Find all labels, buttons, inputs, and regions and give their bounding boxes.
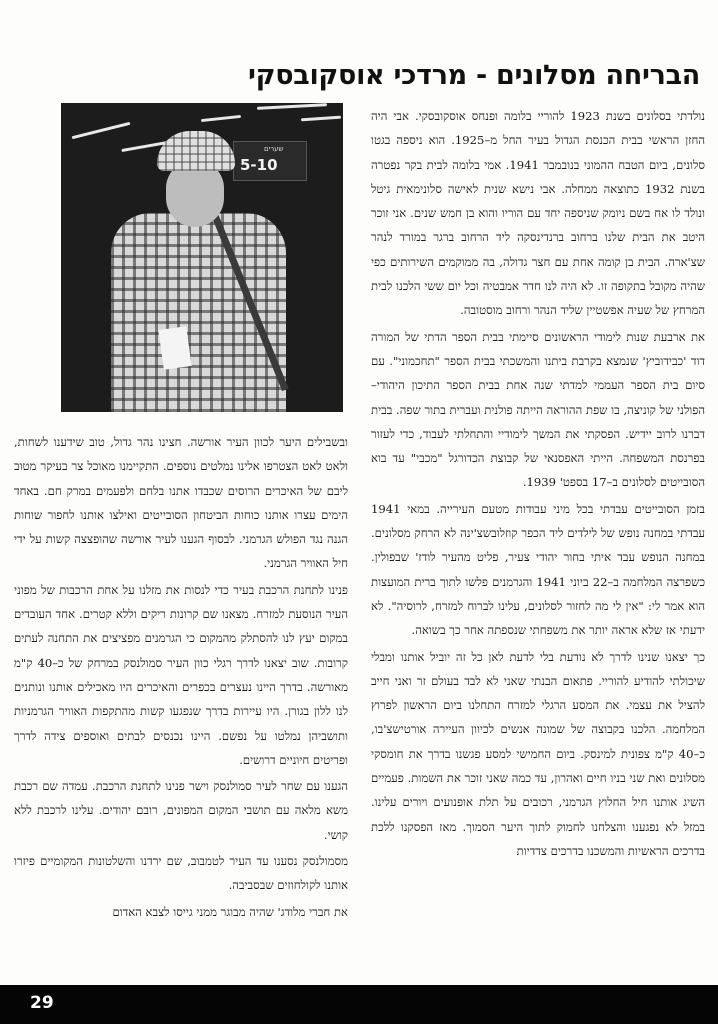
gate-sign — [233, 141, 307, 181]
right-text-column — [371, 104, 705, 964]
paragraph: הגענו עם שחר לעיר סמולנסק וישר פנינו לתחנת הרכבת. עמדה שם רכבת משא מלאה עם תושבי המקום המפונים, רובם יהודים. עלינו לרכבת ללא קושי. — [14, 779, 348, 842]
gate-sign-number: 5-10 — [240, 156, 278, 174]
left-text-column — [14, 430, 348, 966]
paragraph: את חברי מלודג' שהיה מבוגר ממני גייסו לצבא האדום — [112, 904, 348, 919]
ticket-paper — [158, 326, 191, 370]
article-title: הבריחה מסלונים - מרדכי אוסקובסקי — [248, 60, 700, 91]
paragraph: פנינו לתחנת הרכבת בעיר כדי לנסות את מזלנו על אחת הרכבות של מפוני העיר הנוסעת למזרח. מצאנו שם קרונות ריקים וללא קטרים. אחד העובדים במקום יעץ לנו להסתלק מהמקום כי הגרמנים מפציצים את התחנה לעתים קרובות. שוב יצאנו לדרך רגלי כוון העיר סמולנסק במרחק של כ–40 ק"מ מאורשה. בדרך היינו נעצרים בכפרים והאיכרים היו מאכילים אותנו ונותנים לנו ללון בגורן. היו עיירות בדרך שנפגעו קשות מהתקפות האוויר הגרמניות ותושביהן נמלטו על נפשם. היינו נכנסים לבתים ואוספים צידה לדרך ופריטים חיוניים דרושים. — [14, 582, 348, 767]
man-shirt — [111, 213, 286, 412]
page-number: 29 — [30, 993, 54, 1013]
paragraph: מסמולנסק נסענו עד העיר לטמבוב, שם ירדנו והשלטונות המקומיים פיזרו אותנו לקולחוזים שבסביבה. — [14, 854, 348, 893]
paragraph: ובשבילים היער לכוון העיר אורשה. חצינו נהר גדול, טוב שידענו לשחות, ולאט לאט הצטרפו אלינו נמלטים נוספים. התקיימנו מאוכל צר בעיקר מטוב ליבם של האיכרים הרוסים שכבדו אתנו בלחם ולפעמים במרק חם. באחד הימים עצרו אותנו כוחות הביטחון הסובייטים ואילצו אותנו לחפור שוחות הגנה נגד הפולש הגרמני. לבסוף הגענו לעיר אורשה שהופצצה קשות על ידי חיל האוויר הגרמני. — [14, 435, 348, 571]
paragraph: כך יצאנו שנינו לדרך לא נודעת בלי לדעת לאן כל זה יוביל אותנו ומבלי שיכולתי להודיע להוריי. פתאום הבנתי שאני לא לבד בעולם זר ואני חייב להציל את עצמי. את המסע הרגלי למזרח התחלנו ביום הראשון לפרוץ המלחמה. הלכנו בקבוצה של שמונה אנשים לכיוון העיירה אורטישצ'בו, כ–40 ק"מ צפונית למינסק. ביום החמישי למסע פגשנו בדרך את חומסקי מסלונים ואת שני בניו חיים ואהרון, עד כמה שאני זוכר את השמות. פעמיים השיג אותנו חיל החלוץ הגרמני, רכובים על תלת אופנועים ויורים עלינו. במזל לא נפגענו והצלחנו לחמוק לתוך היער הסמוך. מאז הפסקנו ללכת בדרכים הראשיות והמשכנו בדרכים צדדיות — [371, 649, 705, 858]
paragraph: בזמן הסובייטים עבדתי בכל מיני עבודות מטעם העירייה. במאי 1941 עבדתי במחנה נופש של לילדים ליד הכפר קוזלובשצ'ינה לא הרחק מסלונים. במחנה הנופש עבד איתי בחור יהודי צעיר, פליט מהעיר לודז' שבפולין. כשפרצה המלחמה ב–22 ביוני 1941 והגרמנים פלשו לתוך ברית המועצות הוא אמר לי: "אין לי מה לחזור לסלונים, עלינו לברוח למזרח, לרוסיה". לא ידעתי אז שלא אראה יותר את משפחתי שנספתה אחר כך בשואה. — [371, 501, 705, 638]
paragraph: נולדתי בסלונים בשנת 1923 להוריי בלומה ופנחס אוסקובסקי. אבי היה החזן הראשי בבית הכנסת הגדול בעיר החל מ–1925. הוא ניספה בגטו סלונים, ביום הטבח ההמוני בנובמבר 1941. אמי בלומה לבית בקר נפטרה בשנת 1932 כתוצאה ממחלה. אבי נישא שנית לאישה סלונימאית גיטל ונולד לו אח בשם ניומק שניספה יחד עם הוריו והוא בן חמש שנים. אני זוכר היטב את הבית שלנו ברחוב ברנדינסקה ליד הרחוב ברגר במורד לנהר שצ'ארה. הבית בן קומה אחת עם חצר גדולה, בה ממוקמים השירותים כפי שהיה מקובל בתקופה זו. לא היה לנו חדר אמבטיה וכל יום ששי הלכנו לבית המרחץ של שעיה אפשטיין שליד הנהר ורחוב מוסטובה. — [371, 109, 705, 318]
portrait-photo — [61, 103, 343, 412]
gate-sign-label: שערים — [264, 145, 284, 153]
footer-bar — [0, 985, 718, 1024]
paragraph: את ארבעת שנות לימודי הראשונים סיימתי בבית הספר הדתי של המורה דוד 'כבידוביץ' שנמצא בקרבת ביתנו והמשכתי בבית הספר "תחכמוני". עם סיום בית הספר העממי למדתי שנה אחת בבית הספר התיכון היהודי– הפולני של קוניצה, בו שפת ההוראה הייתה פולנית ועברית בתור שפה. בבית דברנו לרוב יידיש. הפסקתי את המשך לימודיי והתחלתי לעבוד, כדי לעזור בפרנסת המשפחה. הייתי האפסנאי של קבוצת הכדורגל "מכבי" עד בוא הסובייטים לסלונים ב–17 בספט' 1939. — [371, 329, 705, 490]
man-hat — [157, 131, 235, 171]
